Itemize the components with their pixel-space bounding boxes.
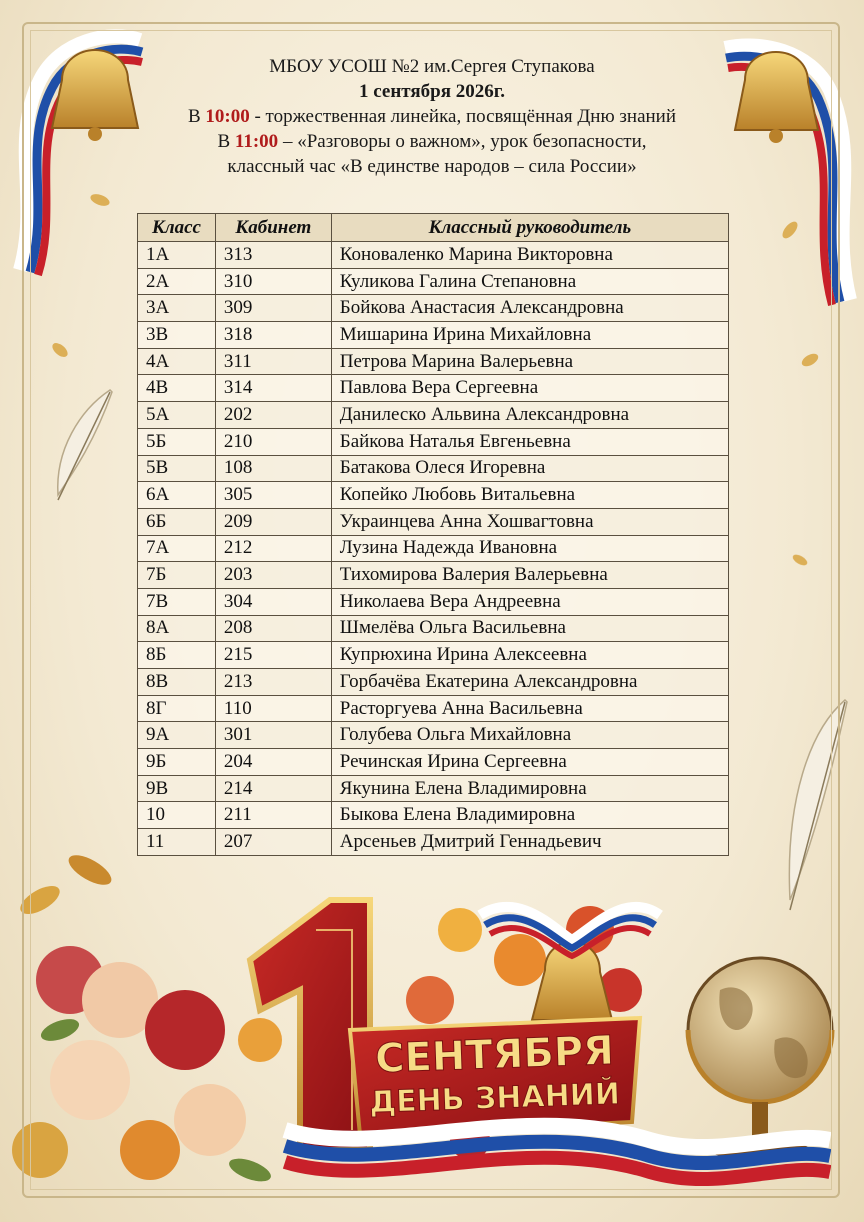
cell-teacher: Арсеньев Дмитрий Геннадьевич: [331, 829, 728, 856]
cell-room: 318: [215, 322, 331, 349]
cell-room: 214: [215, 775, 331, 802]
cell-teacher: Тихомирова Валерия Валерьевна: [331, 562, 728, 589]
banner-month-text: СЕНТЯБРЯ: [374, 1027, 615, 1083]
cell-teacher: Куликова Галина Степановна: [331, 268, 728, 295]
schedule-time-1: 10:00: [205, 106, 250, 127]
table-row: [138, 802, 729, 829]
cell-room: 207: [215, 829, 331, 856]
cell-teacher: Купрюхина Ирина Алексеевна: [331, 642, 728, 669]
table-row: [138, 508, 729, 535]
table-row: [138, 348, 729, 375]
table-row: [138, 749, 729, 776]
school-name: МБОУ УСОШ №2 им.Сергея Ступакова: [269, 56, 595, 77]
cell-class: 5Б: [138, 428, 216, 455]
cell-class: 10: [138, 802, 216, 829]
cell-teacher: Коноваленко Марина Викторовна: [331, 242, 728, 269]
cell-room: 212: [215, 535, 331, 562]
table-row: [138, 535, 729, 562]
cell-room: 204: [215, 749, 331, 776]
cell-class: 11: [138, 829, 216, 856]
cell-class: 8В: [138, 669, 216, 696]
table-row: [138, 562, 729, 589]
cell-class: 2А: [138, 268, 216, 295]
cell-room: 202: [215, 402, 331, 429]
cell-room: 210: [215, 428, 331, 455]
cell-teacher: Батакова Олеся Игоревна: [331, 455, 728, 482]
cell-teacher: Шмелёва Ольга Васильевна: [331, 615, 728, 642]
cell-room: 209: [215, 508, 331, 535]
cell-teacher: Украинцева Анна Хошвагтовна: [331, 508, 728, 535]
cell-class: 8Г: [138, 695, 216, 722]
cell-class: 9Б: [138, 749, 216, 776]
cell-room: 301: [215, 722, 331, 749]
cell-class: 3В: [138, 322, 216, 349]
header: [110, 54, 754, 179]
cell-class: 7А: [138, 535, 216, 562]
banner-subtitle-text: ДЕНЬ ЗНАНИЙ: [368, 1076, 621, 1121]
cell-teacher: Якунина Елена Владимировна: [331, 775, 728, 802]
table-row: [138, 642, 729, 669]
cell-teacher: Лузина Надежда Ивановна: [331, 535, 728, 562]
cell-room: 211: [215, 802, 331, 829]
cell-room: 313: [215, 242, 331, 269]
cell-class: 4В: [138, 375, 216, 402]
table-row: [138, 455, 729, 482]
cell-room: 215: [215, 642, 331, 669]
cell-teacher: Данилеско Альвина Александровна: [331, 402, 728, 429]
table-row: [138, 588, 729, 615]
table-row: [138, 428, 729, 455]
schedule-line-2-prefix: В: [217, 131, 231, 152]
table-row: [138, 615, 729, 642]
cell-teacher: Петрова Марина Валерьевна: [331, 348, 728, 375]
cell-teacher: Горбачёва Екатерина Александровна: [331, 669, 728, 696]
cell-room: 108: [215, 455, 331, 482]
cell-room: 309: [215, 295, 331, 322]
column-header-room: Кабинет: [215, 214, 331, 242]
cell-class: 9А: [138, 722, 216, 749]
cell-teacher: Мишарина Ирина Михайловна: [331, 322, 728, 349]
cell-room: 213: [215, 669, 331, 696]
table-row: [138, 722, 729, 749]
cell-teacher: Речинская Ирина Сергеевна: [331, 749, 728, 776]
schedule-time-2: 11:00: [234, 131, 279, 152]
cell-class: 6Б: [138, 508, 216, 535]
cell-teacher: Байкова Наталья Евгеньевна: [331, 428, 728, 455]
cell-room: 310: [215, 268, 331, 295]
schedule-line-2-text: – «Разговоры о важном», урок безопасности,: [282, 131, 647, 152]
cell-teacher: Расторгуева Анна Васильевна: [331, 695, 728, 722]
cell-room: 110: [215, 695, 331, 722]
cell-teacher: Павлова Вера Сергеевна: [331, 375, 728, 402]
cell-class: 7Б: [138, 562, 216, 589]
cell-teacher: Николаева Вера Андреевна: [331, 588, 728, 615]
cell-class: 1А: [138, 242, 216, 269]
cell-class: 3А: [138, 295, 216, 322]
column-header-class: Класс: [138, 214, 216, 242]
table-row: [138, 322, 729, 349]
schedule-line-1-text: - торжественная линейка, посвящённая Дню знаний: [254, 106, 677, 127]
cell-room: 304: [215, 588, 331, 615]
cell-class: 5В: [138, 455, 216, 482]
table-row: [138, 775, 729, 802]
cell-room: 305: [215, 482, 331, 509]
cell-class: 9В: [138, 775, 216, 802]
event-date: 1 сентября 2026г.: [359, 81, 505, 102]
cell-teacher: Копейко Любовь Витальевна: [331, 482, 728, 509]
table-row: [138, 375, 729, 402]
class-roster-table: [137, 213, 729, 856]
table-row: [138, 829, 729, 856]
schedule-line-2: [110, 129, 754, 154]
table-row: [138, 695, 729, 722]
cell-room: 208: [215, 615, 331, 642]
cell-class: 7В: [138, 588, 216, 615]
table-row: [138, 402, 729, 429]
table-header-row: [138, 214, 729, 242]
table-row: [138, 482, 729, 509]
cell-teacher: Быкова Елена Владимировна: [331, 802, 728, 829]
cell-class: 8Б: [138, 642, 216, 669]
cell-teacher: Бойкова Анастасия Александровна: [331, 295, 728, 322]
column-header-teacher: Классный руководитель: [331, 214, 728, 242]
table-row: [138, 295, 729, 322]
cell-class: 5А: [138, 402, 216, 429]
cell-room: 311: [215, 348, 331, 375]
schedule-line-1-prefix: В: [187, 106, 201, 127]
cell-class: 4А: [138, 348, 216, 375]
cell-teacher: Голубева Ольга Михайловна: [331, 722, 728, 749]
table-row: [138, 242, 729, 269]
cell-class: 8А: [138, 615, 216, 642]
cell-room: 203: [215, 562, 331, 589]
cell-class: 6А: [138, 482, 216, 509]
table-body: [138, 242, 729, 856]
schedule-line-3: классный час «В единстве народов – сила России»: [227, 156, 637, 177]
table-row: [138, 669, 729, 696]
schedule-line-1: [110, 104, 754, 129]
table-row: [138, 268, 729, 295]
cell-room: 314: [215, 375, 331, 402]
